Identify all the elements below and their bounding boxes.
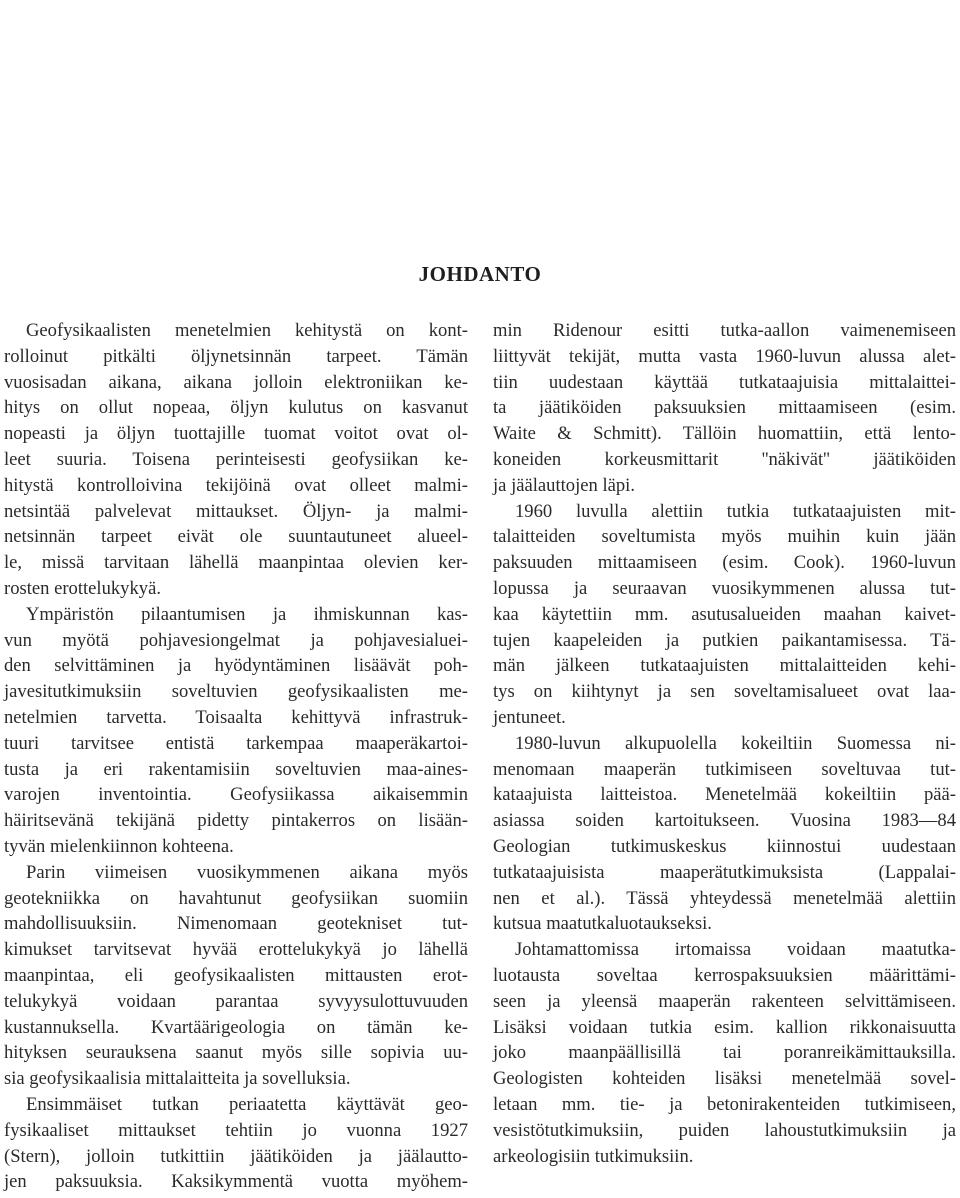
text-line: tuuri tarvitsee entistä tarkempaa maaperäkartoi- xyxy=(4,732,468,754)
text-line: sia geofysikaalisia mittalaitteita ja sovelluksia. xyxy=(4,1068,351,1090)
text-line: ja jäälauttojen läpi. xyxy=(493,474,635,496)
text-line: häiritsevänä tekijänä pidetty pintakerros on lisään- xyxy=(4,810,468,832)
text-line: telukykyä voidaan parantaa syvyysulottuvuuden xyxy=(4,990,468,1012)
text-line: luotausta soveltaa kerrospaksuuksien määrittämi- xyxy=(493,964,956,986)
text-line: fysikaaliset mittaukset tehtiin jo vuonna 1927 xyxy=(4,1119,468,1141)
text-line: leet suuria. Toisena perinteisesti geofysiikan ke- xyxy=(4,448,468,470)
text-line: vuosisadan aikana, aikana jolloin elektroniikan ke- xyxy=(4,371,468,393)
text-line: (Stern), jolloin tutkittiin jäätiköiden ja jäälautto- xyxy=(4,1145,468,1167)
text-line: 1980-luvun alkupuolella kokeiltiin Suomessa ni- xyxy=(515,732,956,754)
text-line: min Ridenour esitti tutka-aallon vaimenemiseen xyxy=(493,320,956,341)
text-line: lopussa ja seuraavan vuosikymmenen alussa tut- xyxy=(493,577,956,599)
text-line: arkeologisiin tutkimuksiin. xyxy=(493,1145,694,1167)
text-line: ta jäätiköiden paksuuksien mittaamiseen (esim. xyxy=(493,397,956,419)
text-line: paksuuden mittaamiseen (esim. Cook). 1960-luvun xyxy=(493,552,956,574)
text-line: vesistötutkimuksiin, puiden lahoustutkimuksiin ja xyxy=(493,1119,956,1141)
text-line: jen paksuuksia. Kaksikymmentä vuotta myöhem- xyxy=(4,1171,468,1193)
text-line: netsinnän tarpeet eivät ole suuntautuneet alueel- xyxy=(4,526,468,548)
text-line: kimukset tarvitsevat hyvää erottelukykyä jo lähellä xyxy=(4,939,468,961)
text-line: Geofysikaalisten menetelmien kehitystä on kont- xyxy=(26,320,468,341)
left-column xyxy=(4,318,468,1195)
text-line: seen ja yleensä maaperän rakenteen selvittämiseen. xyxy=(493,990,956,1012)
text-line: menomaan maaperän tutkimiseen soveltuvaa tut- xyxy=(493,758,956,780)
text-line: tys on kiihtynyt ja sen soveltamisalueet ovat laa- xyxy=(493,681,956,703)
text-line: koneiden korkeusmittarit ''näkivät'' jäätiköiden xyxy=(493,448,956,470)
text-line: Johtamattomissa irtomaissa voidaan maatutka- xyxy=(515,939,956,961)
text-line: Parin viimeisen vuosikymmenen aikana myös xyxy=(26,861,468,883)
text-line: hitystä kontrolloivina tekijöinä ovat olleet malmi- xyxy=(4,474,468,496)
text-line: Geologisten kohteiden lisäksi menetelmää sovel- xyxy=(493,1068,956,1090)
text-line: nen et al.). Tässä yhteydessä menetelmää alettiin xyxy=(493,887,956,909)
text-line: netelmien tarvetta. Toisaalta kehittyvä infrastruk- xyxy=(4,706,468,728)
text-line: den selvittäminen ja hyödyntäminen lisäävät poh- xyxy=(4,655,468,677)
text-line: kutsua maatutkaluotaukseksi. xyxy=(493,913,712,935)
text-line: tiin uudestaan käyttää tutkataajuisia mittalaittei- xyxy=(493,371,956,393)
text-line: letaan mm. tie- ja betonirakenteiden tutkimiseen, xyxy=(493,1093,956,1115)
text-line: hitys on ollut nopeaa, öljyn kulutus on kasvanut xyxy=(4,397,468,419)
text-line: maanpintaa, eli geofysikaalisten mittausten erot- xyxy=(4,964,468,986)
text-line: tusta ja eri rakentamisiin soveltuvien maa-aines- xyxy=(4,758,468,780)
page-title: JOHDANTO xyxy=(418,262,542,286)
text-line: Waite & Schmitt). Tällöin huomattiin, että lento- xyxy=(493,423,956,445)
text-line: tujen kaapeleiden ja putkien paikantamisessa. Tä- xyxy=(493,629,956,651)
text-line: kustannuksella. Kvartäärigeologia on tämän ke- xyxy=(4,1016,468,1038)
right-column xyxy=(493,318,956,1169)
text-line: liittyvät tekijät, mutta vasta 1960-luvun alussa alet- xyxy=(493,345,956,367)
text-line: joko maanpäällisillä tai poranreikämittauksilla. xyxy=(493,1042,956,1064)
text-line: Ympäristön pilaantumisen ja ihmiskunnan kas- xyxy=(26,603,468,625)
text-line: geotekniikka on havahtunut geofysiikan suomiin xyxy=(4,887,468,909)
text-line: Ensimmäiset tutkan periaatetta käyttävät geo- xyxy=(26,1093,468,1115)
text-line: varojen inventointia. Geofysiikassa aikaisemmin xyxy=(4,784,468,806)
text-line: nopeasti ja öljyn tuottajille tuomat voitot ovat ol- xyxy=(4,423,468,445)
text-line: netsintää palvelevat mittaukset. Öljyn- ja malmi- xyxy=(4,500,468,522)
text-line: tyvän mielenkiinnon kohteena. xyxy=(4,835,234,857)
text-line: 1960 luvulla alettiin tutkia tutkataajuisten mit- xyxy=(515,500,956,522)
text-line: le, missä tarvitaan lähellä maanpintaa olevien ker- xyxy=(4,552,468,574)
text-line: vun myötä pohjavesiongelmat ja pohjavesialuei- xyxy=(4,629,468,651)
text-line: hityksen seurauksena saanut myös sille sopivia uu- xyxy=(4,1042,468,1064)
text-line: talaitteiden soveltumista myös muihin kuin jään xyxy=(493,526,956,548)
text-line: tutkataajuisista maaperätutkimuksista (Lappalai- xyxy=(493,861,956,883)
text-line: rosten erottelukykyä. xyxy=(4,577,161,599)
text-line: rolloinut pitkälti öljynetsinnän tarpeet. Tämän xyxy=(4,345,468,367)
text-line: asiassa soiden kartoitukseen. Vuosina 1983—84 xyxy=(493,810,956,832)
text-line: kaa käytettiin mm. asutusalueiden maahan kaivet- xyxy=(493,603,956,625)
text-line: Geologian tutkimuskeskus kiinnostui uudestaan xyxy=(493,835,956,857)
text-line: män jälkeen tutkataajuisten mittalaitteiden kehi- xyxy=(493,655,956,677)
text-line: jentuneet. xyxy=(493,706,566,728)
text-line: mahdollisuuksiin. Nimenomaan geotekniset tut- xyxy=(4,913,468,935)
text-line: javesitutkimuksiin soveltuvien geofysikaalisten me- xyxy=(4,681,468,703)
text-line: kataajuista laitteistoa. Menetelmää kokeiltiin pää- xyxy=(493,784,956,806)
text-line: Lisäksi voidaan tutkia esim. kallion rikkonaisuutta xyxy=(493,1016,956,1038)
